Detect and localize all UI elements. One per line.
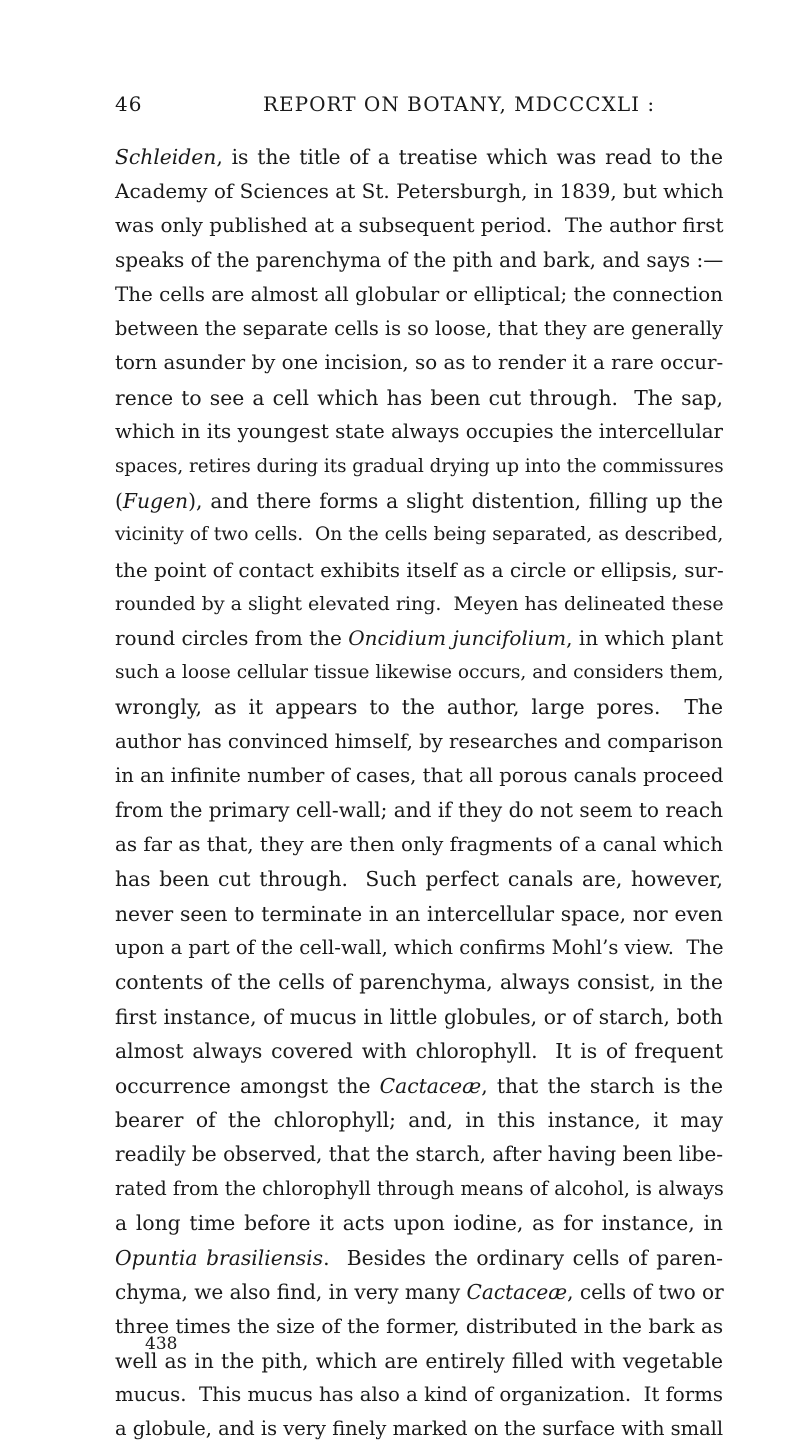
italic-term: Fugen: [122, 488, 189, 513]
text-line: [115, 381, 723, 415]
text-run: contents of the cells of parenchyma, always consist, in the: [115, 970, 723, 995]
text-line: [115, 1275, 723, 1309]
body-paragraph: [115, 140, 723, 1447]
text-line: [115, 312, 723, 346]
text-line: [115, 828, 723, 862]
text-run: upon a part of the cell-wall, which confirms Mohl’s view. The: [115, 935, 724, 959]
text-line: [115, 1103, 723, 1137]
text-line: [115, 484, 723, 518]
text-line: [115, 1378, 723, 1412]
signature-mark: 438: [145, 1334, 178, 1354]
text-run: ), and there forms a slight distention, filling up the: [188, 488, 723, 513]
text-run: was only published at a subsequent period. The author first: [115, 213, 724, 237]
text-run: mucus. This mucus has also a kind of organization. It forms: [115, 1383, 723, 1407]
text-run: such a loose cellular tissue likewise occurs, and considers them,: [115, 661, 724, 683]
text-line: [115, 587, 723, 621]
text-run: The cells are almost all globular or elliptical; the connection: [115, 282, 723, 306]
text-line: [115, 518, 723, 552]
text-line: [115, 278, 723, 312]
text-run: readily be observed, that the starch, after having been libe-: [115, 1142, 724, 1167]
text-line: [115, 793, 723, 827]
text-run: speaks of the parenchyma of the pith and bark, and says :—: [115, 248, 724, 273]
text-run: from the primary cell-wall; and if they do not seem to reach: [115, 798, 723, 823]
page-header: [115, 92, 715, 120]
text-line: [115, 450, 723, 484]
text-line: [115, 1309, 723, 1343]
text-run: first instance, of mucus in little globules, or of starch, both: [115, 1004, 723, 1029]
text-line: [115, 1206, 723, 1240]
text-run: rence to see a cell which has been cut through. The sap,: [115, 385, 723, 410]
text-run: occurrence amongst the: [115, 1073, 380, 1098]
text-run: rounded by a slight elevated ring. Meyen has delineated these: [115, 593, 724, 616]
text-line: [115, 862, 723, 896]
text-line: [115, 1412, 723, 1446]
text-line: [115, 621, 723, 655]
text-line: [115, 656, 723, 690]
text-run: Academy of Sciences at St. Petersburgh, in 1839, but which: [115, 179, 724, 204]
text-run: , that the starch is the: [481, 1073, 723, 1098]
text-run: , in which plant: [566, 626, 724, 651]
text-line: [115, 243, 723, 277]
text-run: rated from the chlorophyll through means of alcohol, is always: [115, 1176, 724, 1200]
text-run: a long time before it acts upon iodine, as for instance, in: [115, 1211, 723, 1236]
italic-term: Cactaceæ: [379, 1073, 482, 1098]
text-run: author has convinced himself, by researches and comparison: [115, 729, 724, 753]
text-run: torn asunder by one incision, so as to render it a rare occur-: [115, 351, 724, 375]
italic-term: Cactaceæ: [466, 1279, 568, 1304]
text-run: . Besides the ordinary cells of paren-: [323, 1245, 723, 1270]
text-line: [115, 1069, 723, 1103]
text-line: [115, 415, 723, 449]
text-line: [115, 1137, 723, 1171]
text-run: between the separate cells is so loose, that they are generally: [115, 316, 723, 340]
text-line: [115, 140, 723, 174]
text-run: as far as that, they are then only fragments of a canal which: [115, 832, 723, 856]
text-line: [115, 1000, 723, 1034]
text-run: , is the title of a treatise which was read to the: [216, 145, 723, 169]
italic-term: Opuntia brasiliensis: [115, 1245, 324, 1270]
text-run: a globule, and is very finely marked on the surface with small: [115, 1417, 724, 1441]
text-line: [115, 346, 723, 380]
text-line: [115, 1034, 723, 1068]
text-line: [115, 897, 723, 931]
text-line: [115, 931, 723, 965]
text-line: [115, 759, 723, 793]
text-line: [115, 1172, 723, 1206]
text-line: [115, 725, 723, 759]
text-run: has been cut through. Such perfect canals are, however,: [115, 867, 723, 892]
text-run: which in its youngest state always occupies the intercellular: [115, 420, 723, 444]
text-line: [115, 1344, 723, 1378]
italic-term: Oncidium juncifolium: [348, 626, 567, 651]
text-run: wrongly, as it appears to the author, large pores. The: [115, 695, 723, 720]
text-line: [115, 1241, 723, 1275]
text-line: [115, 553, 723, 587]
text-run: in an infinite number of cases, that all porous canals proceed: [115, 764, 724, 788]
text-run: almost always covered with chlorophyll. It is of frequent: [115, 1039, 723, 1064]
text-run: bearer of the chlorophyll; and, in this instance, it may: [115, 1107, 723, 1132]
text-run: , cells of two or: [567, 1279, 724, 1304]
text-run: well as in the pith, which are entirely filled with vegetable: [115, 1348, 723, 1373]
text-run: never seen to terminate in an intercellular space, nor even: [115, 901, 723, 926]
text-run: (: [115, 488, 123, 513]
text-line: [115, 690, 723, 724]
text-run: chyma, we also find, in very many: [115, 1279, 467, 1304]
text-run: spaces, retires during its gradual drying up into the commissures: [115, 455, 724, 477]
text-run: the point of contact exhibits itself as a circle or ellipsis, sur-: [115, 557, 724, 582]
text-line: [115, 174, 723, 208]
text-run: three times the size of the former, distributed in the bark as: [115, 1314, 724, 1339]
text-line: [115, 209, 723, 243]
text-line: [115, 965, 723, 999]
running-head: REPORT ON BOTANY, MDCCCXLI :: [263, 92, 656, 116]
page-number: 46: [115, 92, 143, 116]
italic-term: Schleiden: [115, 145, 217, 169]
text-run: vicinity of two cells. On the cells being separated, as described,: [115, 524, 724, 546]
text-run: round circles from the: [115, 626, 349, 651]
